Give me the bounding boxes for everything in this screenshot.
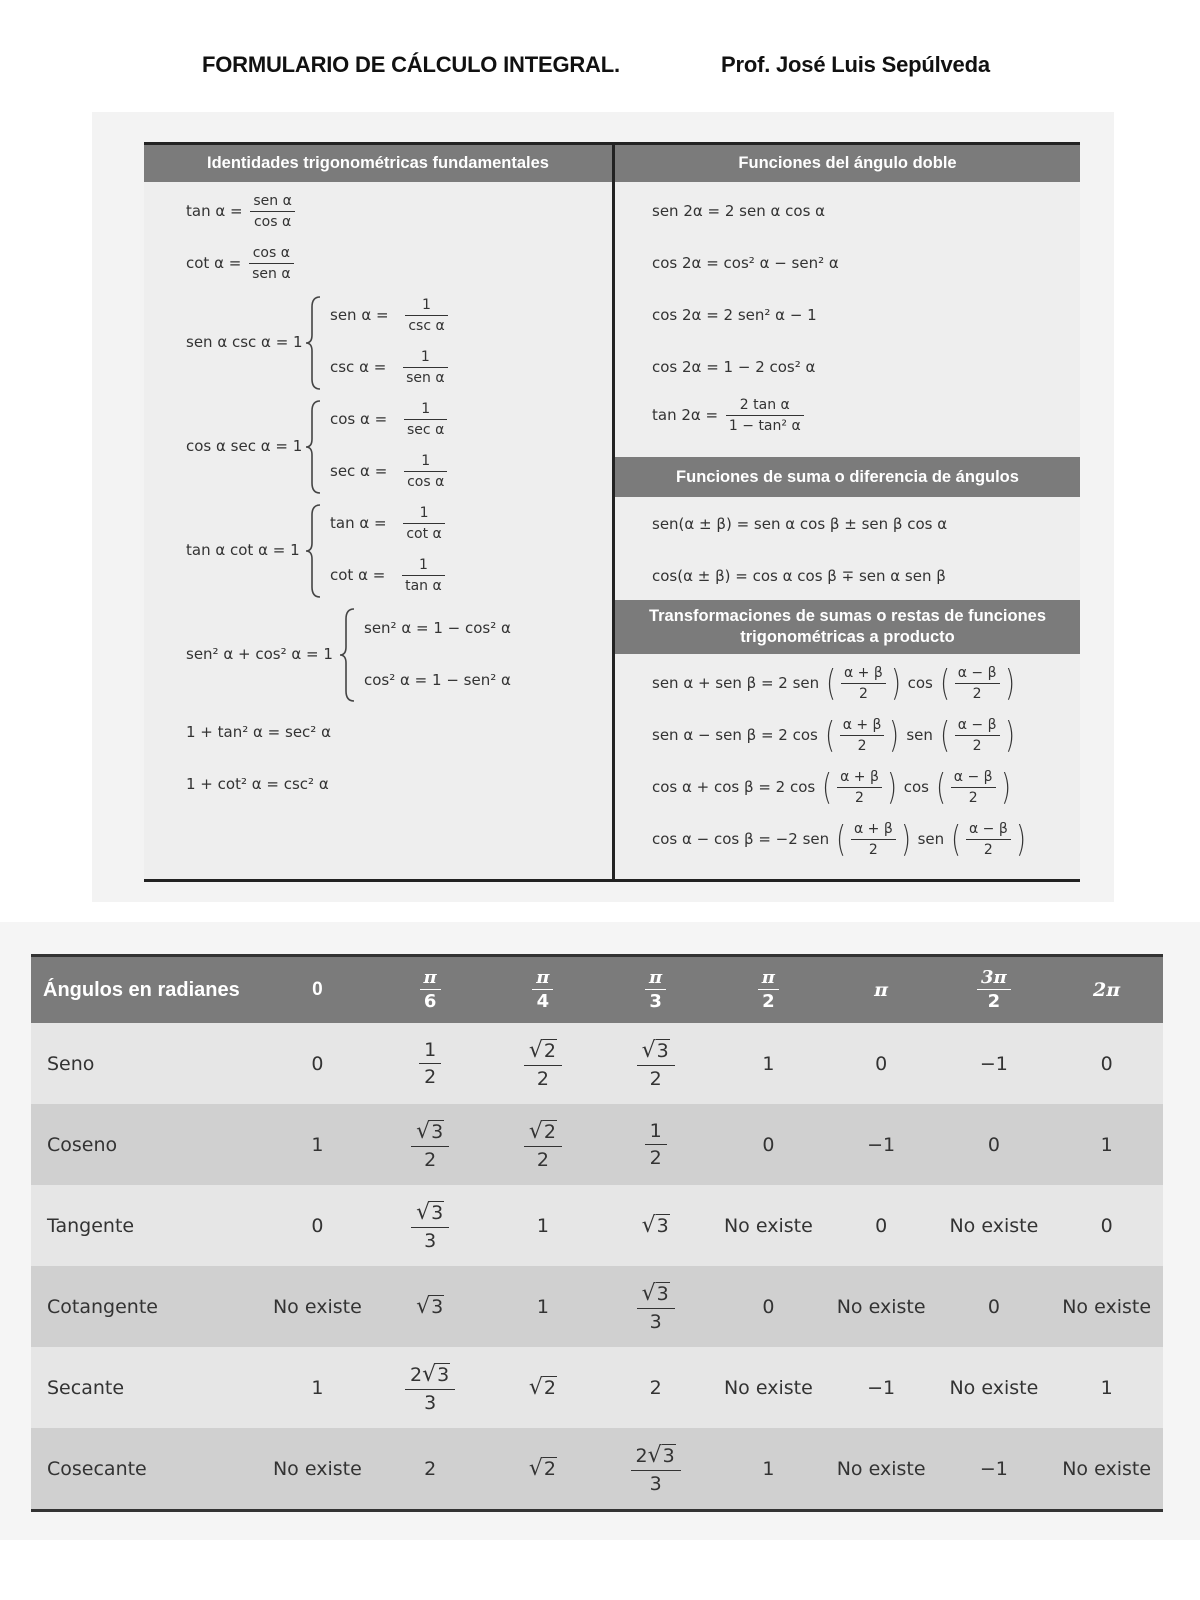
document-author: Prof. José Luis Sepúlveda <box>721 52 990 77</box>
value-cell: 0 <box>712 1266 825 1347</box>
function-name-cell: Tangente <box>31 1185 261 1266</box>
value-cell: $\frac{√3}{2}$ <box>599 1023 712 1104</box>
formula-tan-sec-identity: 1 + tan² α = sec² α <box>186 723 331 741</box>
sum-difference-heading: Funciones de suma o diferencia de ángulos <box>615 457 1080 497</box>
table-body <box>31 1023 1163 1511</box>
formula-cos-double-a: cos 2α = cos² α − sen² α <box>652 254 839 272</box>
formula-sen-recip: sen α = $\frac{1}{\text{csc α}}$ <box>330 297 451 334</box>
value-cell: 0 <box>825 1023 938 1104</box>
value-cell: 1 <box>712 1023 825 1104</box>
brace-icon <box>338 607 358 703</box>
angle-header-cell: 0 <box>261 956 374 1024</box>
formula-sen-csc-lhs: sen α csc α = 1 <box>186 333 303 351</box>
sum-to-product-heading: Transformaciones de sumas o restas de funciones trigonométricas a producto <box>615 600 1080 654</box>
value-cell: 0 <box>938 1266 1051 1347</box>
formula-cos-sec-lhs: cos α sec α = 1 <box>186 437 303 455</box>
function-name-cell: Seno <box>31 1023 261 1104</box>
formula-cos-squared: cos² α = 1 − sen² α <box>364 671 511 689</box>
formula-sec-recip: sec α = $\frac{1}{\text{cos α}}$ <box>330 453 450 490</box>
value-cell: No existe <box>825 1428 938 1511</box>
value-cell: −1 <box>825 1347 938 1428</box>
value-cell: −1 <box>938 1428 1051 1511</box>
value-cell: 0 <box>938 1104 1051 1185</box>
table-header-row <box>31 956 1163 1024</box>
value-cell: 2 <box>374 1428 487 1511</box>
value-cell: √3 <box>599 1185 712 1266</box>
formula-tan-double: tan 2α = $\frac{\text{2 tan α}}{\text{1 − tan² α}}$ <box>652 397 807 434</box>
document-header <box>0 52 1200 92</box>
value-cell: 1 <box>261 1347 374 1428</box>
value-cell: No existe <box>1050 1428 1163 1511</box>
value-cell: 1 <box>261 1104 374 1185</box>
value-cell: √2 <box>487 1347 600 1428</box>
formula-csc-recip: csc α = $\frac{1}{\text{sen α}}$ <box>330 349 451 386</box>
function-name-cell: Cosecante <box>31 1428 261 1511</box>
formula-sum-to-product: cos α + cos β = 2 cos ( $\frac{\alpha + \beta}{2}$ ) cos ( $\frac{\alpha - \beta}{2}$ ) <box>652 766 1011 808</box>
brace-icon <box>304 295 324 391</box>
angle-header-cell: 2π <box>1050 956 1163 1024</box>
angle-header-cell: π <box>825 956 938 1024</box>
value-cell: 0 <box>1050 1185 1163 1266</box>
formula-cos-double-b: cos 2α = 2 sen² α − 1 <box>652 306 817 324</box>
angle-header-cell: $\frac{\pi}{3}$ <box>599 956 712 1024</box>
function-name-cell: Cotangente <box>31 1266 261 1347</box>
formula-sum-to-product: sen α + sen β = 2 sen ( $\frac{\alpha + \beta}{2}$ ) cos ( $\frac{\alpha - \beta}{2}$ ) <box>652 662 1015 704</box>
brace-icon <box>304 503 324 599</box>
table-row <box>31 1428 1163 1511</box>
value-cell: $\frac{√3}{2}$ <box>374 1104 487 1185</box>
value-cell: $\frac{√3}{3}$ <box>374 1185 487 1266</box>
value-cell: $\frac{2√3}{3}$ <box>374 1347 487 1428</box>
value-cell: No existe <box>1050 1266 1163 1347</box>
formula-cot-quotient: cot α = $\frac{\text{cos α}}{\text{sen α}}$ <box>186 245 297 282</box>
value-cell: $\frac{√2}{2}$ <box>487 1023 600 1104</box>
value-cell: −1 <box>825 1104 938 1185</box>
value-cell: 0 <box>712 1104 825 1185</box>
table-row <box>31 1347 1163 1428</box>
formula-panel <box>144 142 1080 882</box>
value-cell: −1 <box>938 1023 1051 1104</box>
formula-sum-to-product: cos α − cos β = −2 sen ( $\frac{\alpha + \beta}{2}$ ) sen ( $\frac{\alpha - \beta}{2}$ ) <box>652 818 1026 860</box>
value-cell: No existe <box>712 1185 825 1266</box>
value-cell: No existe <box>261 1266 374 1347</box>
value-cell: 0 <box>261 1185 374 1266</box>
value-cell: $\frac{2√3}{3}$ <box>599 1428 712 1511</box>
value-cell: 0 <box>1050 1023 1163 1104</box>
angle-header-cell: $\frac{\pi}{6}$ <box>374 956 487 1024</box>
value-cell: No existe <box>938 1185 1051 1266</box>
formula-cot-recip: cot α = $\frac{1}{\text{tan α}}$ <box>330 557 448 594</box>
formula-tan-recip: tan α = $\frac{1}{\text{cot α}}$ <box>330 505 448 542</box>
column-divider <box>612 145 615 879</box>
angle-header-cell: $\frac{3\pi}{2}$ <box>938 956 1051 1024</box>
value-cell: 1 <box>1050 1347 1163 1428</box>
value-cell: 0 <box>261 1023 374 1104</box>
value-cell: $\frac{1}{2}$ <box>599 1104 712 1185</box>
formula-sen-squared: sen² α = 1 − cos² α <box>364 619 511 637</box>
value-cell: 1 <box>1050 1104 1163 1185</box>
formula-sum-to-product: sen α − sen β = 2 cos ( $\frac{\alpha + \beta}{2}$ ) sen ( $\frac{\alpha - \beta}{2}$ ) <box>652 714 1015 756</box>
value-cell: $\frac{√3}{3}$ <box>599 1266 712 1347</box>
double-angle-heading: Funciones del ángulo doble <box>615 145 1080 182</box>
value-cell: √2 <box>487 1428 600 1511</box>
formula-tan-cot-lhs: tan α cot α = 1 <box>186 541 300 559</box>
value-cell: No existe <box>712 1347 825 1428</box>
value-cell: 1 <box>487 1266 600 1347</box>
value-cell: √3 <box>374 1266 487 1347</box>
value-cell: 1 <box>712 1428 825 1511</box>
trig-values-table <box>31 954 1163 1512</box>
angle-header-cell: $\frac{\pi}{4}$ <box>487 956 600 1024</box>
table-row <box>31 1185 1163 1266</box>
value-cell: 0 <box>825 1185 938 1266</box>
formula-sen-double: sen 2α = 2 sen α cos α <box>652 202 826 220</box>
fundamental-identities-heading: Identidades trigonométricas fundamentales <box>144 145 612 182</box>
value-cell: No existe <box>261 1428 374 1511</box>
table-row <box>31 1023 1163 1104</box>
value-cell: No existe <box>825 1266 938 1347</box>
document-title: FORMULARIO DE CÁLCULO INTEGRAL. <box>202 52 620 77</box>
brace-icon <box>304 399 324 495</box>
value-cell: No existe <box>938 1347 1051 1428</box>
formula-cos-double-c: cos 2α = 1 − 2 cos² α <box>652 358 816 376</box>
formula-cos-recip: cos α = $\frac{1}{\text{sec α}}$ <box>330 401 450 438</box>
angles-header-label: Ángulos en radianes <box>31 956 261 1024</box>
angle-header-cell: $\frac{\pi}{2}$ <box>712 956 825 1024</box>
value-cell: $\frac{√2}{2}$ <box>487 1104 600 1185</box>
formula-sen-sum: sen(α ± β) = sen α cos β ± sen β cos α <box>652 515 948 533</box>
formula-cos-sum: cos(α ± β) = cos α cos β ∓ sen α sen β <box>652 567 946 585</box>
formula-tan-quotient: tan α = $\frac{\text{sen α}}{\text{cos α}}$ <box>186 193 298 230</box>
function-name-cell: Secante <box>31 1347 261 1428</box>
value-cell: 2 <box>599 1347 712 1428</box>
value-cell: 1 <box>487 1185 600 1266</box>
function-name-cell: Coseno <box>31 1104 261 1185</box>
formula-cot-csc-identity: 1 + cot² α = csc² α <box>186 775 329 793</box>
formula-pythagorean-lhs: sen² α + cos² α = 1 <box>186 645 333 663</box>
table-row <box>31 1104 1163 1185</box>
table-row <box>31 1266 1163 1347</box>
value-cell: $\frac{1}{2}$ <box>374 1023 487 1104</box>
